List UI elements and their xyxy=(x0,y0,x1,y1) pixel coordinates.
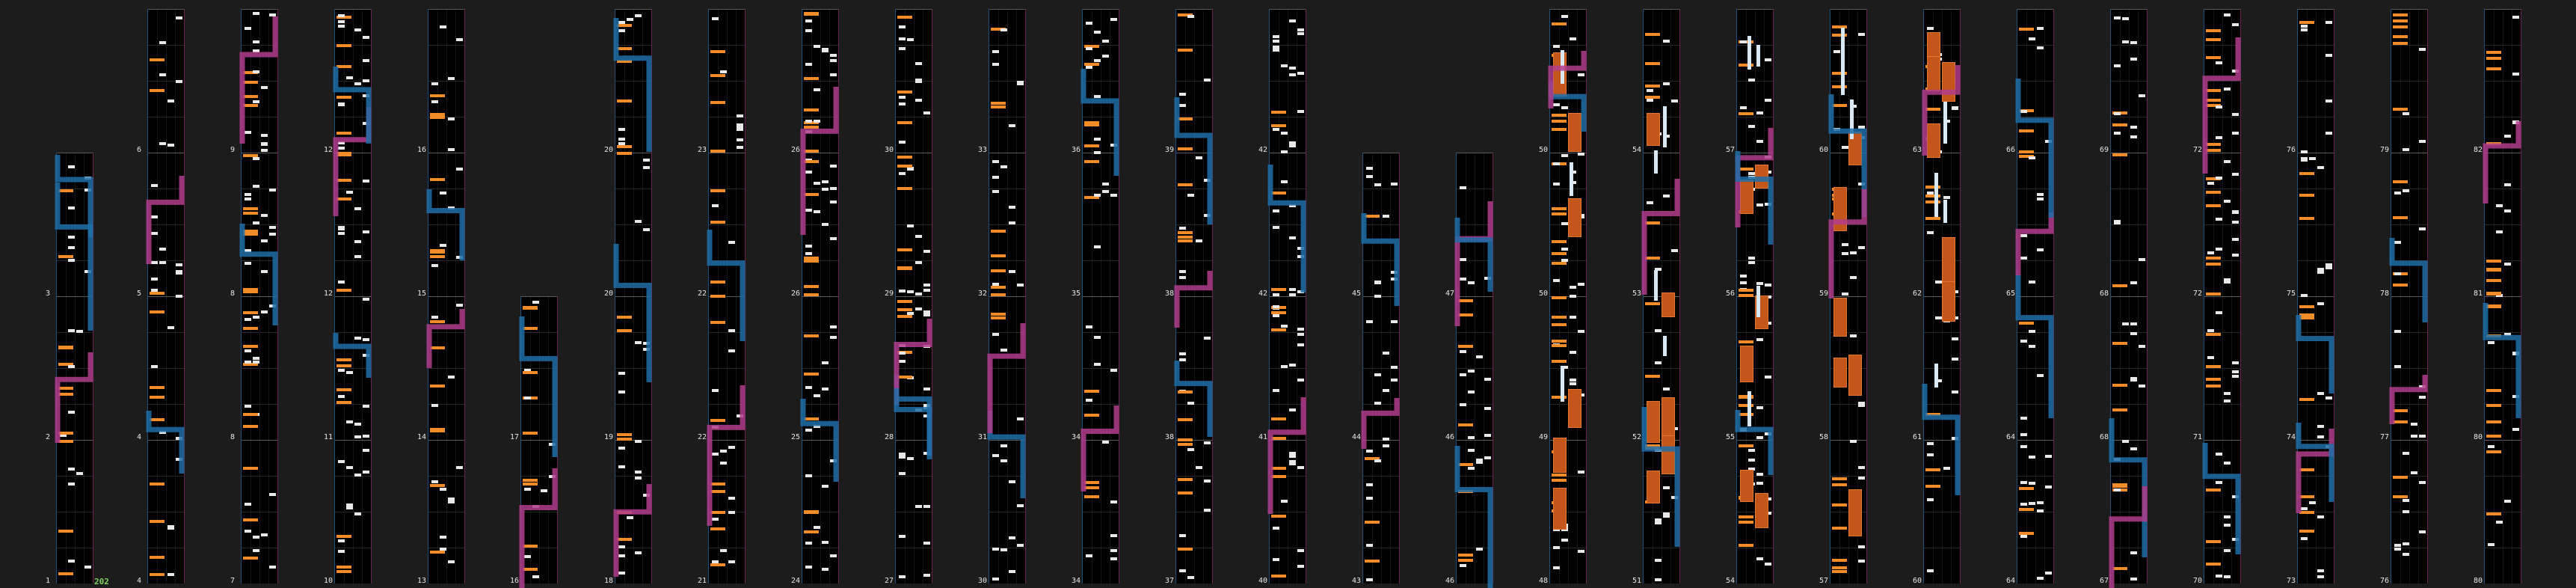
measure-number: 57 xyxy=(1726,146,1736,154)
measure-number: 12 xyxy=(324,290,333,298)
left-laser xyxy=(616,244,649,382)
left-laser xyxy=(710,230,743,341)
measure-number: 22 xyxy=(698,433,707,441)
left-laser xyxy=(616,18,649,152)
measure-number: 79 xyxy=(2380,146,2390,154)
right-laser xyxy=(242,16,275,144)
measure-number: 73 xyxy=(2287,577,2296,585)
measure-number: 49 xyxy=(1539,433,1549,441)
measure-number: 57 xyxy=(1819,577,1829,585)
measure-number: 45 xyxy=(1352,290,1362,298)
measure-number: 68 xyxy=(2100,433,2109,441)
measure-number: 80 xyxy=(2474,577,2483,585)
right-laser xyxy=(710,385,743,526)
measure-number: 42 xyxy=(1258,146,1268,154)
measure-number: 19 xyxy=(604,433,614,441)
measure-number: 66 xyxy=(2006,146,2016,154)
measure-number: 35 xyxy=(1072,290,1081,298)
measure-number: 2 xyxy=(46,433,51,441)
right-laser xyxy=(1457,201,1490,326)
left-laser xyxy=(2018,79,2051,218)
measure-number: 30 xyxy=(885,146,894,154)
measure-number: 34 xyxy=(1072,433,1081,441)
right-laser xyxy=(429,309,462,368)
measure-number: 33 xyxy=(978,146,988,154)
left-laser xyxy=(1270,165,1303,293)
measure-number: 12 xyxy=(324,146,333,154)
left-laser xyxy=(1083,69,1116,176)
right-laser xyxy=(1551,51,1584,108)
left-laser xyxy=(522,316,555,457)
measure-number: 40 xyxy=(1258,577,1268,585)
measure-number: 8 xyxy=(230,290,236,298)
right-laser xyxy=(1083,405,1116,491)
measure-number: 7 xyxy=(230,577,236,585)
measure-number: 53 xyxy=(1632,290,1642,298)
left-laser xyxy=(897,375,929,456)
measure-number: 14 xyxy=(417,433,427,441)
right-laser xyxy=(2112,486,2145,588)
measure-number: 4 xyxy=(137,577,142,585)
measure-number: 78 xyxy=(2380,290,2390,298)
measure-number: 26 xyxy=(791,290,801,298)
left-laser xyxy=(242,224,275,325)
measure-number: 39 xyxy=(1165,146,1175,154)
measure-number: 64 xyxy=(2006,577,2016,585)
left-laser xyxy=(1177,97,1210,224)
measure-number: 47 xyxy=(1445,290,1455,298)
measure-number: 20 xyxy=(604,146,614,154)
measure-number: 65 xyxy=(2006,290,2016,298)
measure-number: 72 xyxy=(2193,146,2203,154)
measure-number: 52 xyxy=(1632,433,1642,441)
left-laser xyxy=(2299,315,2331,393)
right-laser xyxy=(336,107,369,216)
right-laser xyxy=(2392,375,2425,424)
measure-number: 16 xyxy=(417,146,427,154)
right-laser xyxy=(522,468,555,588)
measure-number: 55 xyxy=(1726,433,1736,441)
measure-number: 5 xyxy=(137,290,142,298)
measure-number: 30 xyxy=(978,577,988,585)
measure-number: 22 xyxy=(698,290,707,298)
left-laser xyxy=(2486,303,2518,418)
measure-number: 29 xyxy=(885,290,894,298)
left-laser xyxy=(1644,407,1677,547)
right-laser xyxy=(1925,65,1958,156)
measure-number: 18 xyxy=(604,577,614,585)
measure-number: 59 xyxy=(1819,290,1829,298)
left-laser xyxy=(336,333,369,378)
measure-number: 32 xyxy=(978,290,988,298)
left-laser xyxy=(1831,94,1864,217)
measure-number: 71 xyxy=(2193,433,2203,441)
measure-number: 21 xyxy=(698,577,707,585)
measure-number: 81 xyxy=(2474,290,2483,298)
measure-number: 42 xyxy=(1258,290,1268,298)
left-laser xyxy=(2112,418,2145,557)
measure-number: 68 xyxy=(2100,290,2109,298)
measure-number: 76 xyxy=(2380,577,2390,585)
left-laser xyxy=(1457,218,1490,292)
measure-number: 25 xyxy=(791,433,801,441)
measure-number: 70 xyxy=(2193,577,2203,585)
left-laser xyxy=(1457,446,1490,588)
measure-number: 15 xyxy=(417,290,427,298)
right-laser xyxy=(1644,179,1677,295)
right-laser xyxy=(1364,398,1397,449)
left-laser xyxy=(1738,151,1771,245)
measure-number: 6 xyxy=(137,146,142,154)
measure-number: 63 xyxy=(1913,146,1922,154)
right-laser xyxy=(2299,429,2331,513)
left-laser xyxy=(990,411,1023,498)
measure-number: 77 xyxy=(2380,433,2390,441)
measure-number: 54 xyxy=(1632,146,1642,154)
measure-number: 1 xyxy=(46,577,51,585)
measure-number: 20 xyxy=(604,290,614,298)
measure-number: 62 xyxy=(1913,290,1922,298)
measure-number: 72 xyxy=(2193,290,2203,298)
right-laser xyxy=(58,352,90,443)
measure-number: 9 xyxy=(230,146,236,154)
measure-number: 24 xyxy=(791,577,801,585)
left-laser xyxy=(1551,82,1584,132)
measure-number: 75 xyxy=(2287,290,2296,298)
left-laser xyxy=(336,67,369,144)
measure-number: 54 xyxy=(1726,577,1736,585)
measure-number: 36 xyxy=(1072,146,1081,154)
measure-number: 11 xyxy=(324,433,333,441)
right-laser xyxy=(803,87,836,235)
measure-number: 50 xyxy=(1539,290,1549,298)
measure-number: 8 xyxy=(230,433,236,441)
left-laser xyxy=(803,399,836,482)
measure-number: 61 xyxy=(1913,433,1922,441)
left-laser xyxy=(1364,213,1397,306)
measure-number: 46 xyxy=(1445,577,1455,585)
left-laser xyxy=(2299,423,2331,502)
measure-number: 76 xyxy=(2287,146,2296,154)
measure-number: 64 xyxy=(2006,433,2016,441)
measure-number: 17 xyxy=(510,433,520,441)
measure-number: 60 xyxy=(1913,577,1922,585)
measure-number: 13 xyxy=(417,577,427,585)
measure-number: 10 xyxy=(324,577,333,585)
right-laser xyxy=(149,176,182,264)
measure-number: 16 xyxy=(510,577,520,585)
left-laser xyxy=(2018,275,2051,418)
measure-number: 82 xyxy=(2474,146,2483,154)
combo-count: 202 xyxy=(94,577,109,587)
measure-number: 69 xyxy=(2100,146,2109,154)
left-laser xyxy=(429,189,462,260)
measure-number: 80 xyxy=(2474,433,2483,441)
right-laser xyxy=(990,323,1023,433)
right-laser xyxy=(1831,189,1864,298)
measure-number: 31 xyxy=(978,433,988,441)
right-laser xyxy=(2018,212,2051,275)
left-laser xyxy=(58,183,90,331)
measure-number: 28 xyxy=(885,433,894,441)
left-laser xyxy=(1925,384,1958,495)
measure-number: 34 xyxy=(1072,577,1081,585)
measure-number: 4 xyxy=(137,433,142,441)
left-laser xyxy=(2205,443,2238,554)
measure-number: 41 xyxy=(1258,433,1268,441)
measure-number: 60 xyxy=(1819,146,1829,154)
measure-number: 51 xyxy=(1632,577,1642,585)
measure-number: 26 xyxy=(791,146,801,154)
measure-number: 56 xyxy=(1726,290,1736,298)
right-laser xyxy=(1270,397,1303,514)
left-laser xyxy=(149,411,182,474)
measure-number: 38 xyxy=(1165,433,1175,441)
right-laser xyxy=(1177,271,1210,328)
measure-number: 74 xyxy=(2287,433,2296,441)
measure-number: 50 xyxy=(1539,146,1549,154)
right-laser xyxy=(616,484,649,577)
measure-number: 48 xyxy=(1539,577,1549,585)
measure-number: 46 xyxy=(1445,433,1455,441)
measure-number: 3 xyxy=(46,290,51,298)
measure-number: 58 xyxy=(1819,433,1829,441)
left-laser xyxy=(1738,410,1771,475)
left-laser xyxy=(1177,361,1210,437)
right-laser xyxy=(2205,37,2238,174)
measure-number: 43 xyxy=(1352,577,1362,585)
measure-number: 23 xyxy=(698,146,707,154)
left-laser xyxy=(2392,238,2425,322)
measure-number: 37 xyxy=(1165,577,1175,585)
right-laser xyxy=(2486,121,2518,203)
measure-number: 44 xyxy=(1352,433,1362,441)
measure-number: 67 xyxy=(2100,577,2109,585)
measure-number: 27 xyxy=(885,577,894,585)
measure-number: 38 xyxy=(1165,290,1175,298)
right-laser xyxy=(897,319,929,405)
